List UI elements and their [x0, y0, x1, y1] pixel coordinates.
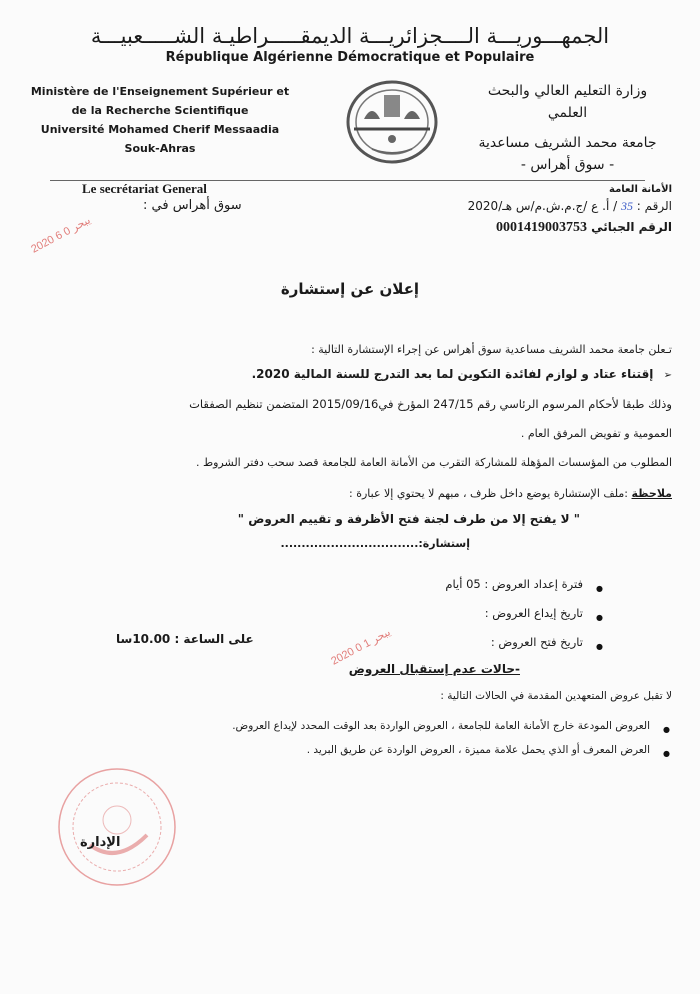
consultation-subject — [252, 367, 672, 381]
university-line: Université Mohamed Cherif Messaadia — [40, 123, 280, 136]
tax-id-number: 0001419003753 — [495, 220, 587, 235]
intro-text: تـعلن جامعة محمد الشريف مساعدية سوق أهراس عن إجراء الإستشارة التالية : — [311, 343, 672, 356]
note — [349, 487, 672, 500]
rejection-item — [232, 738, 672, 762]
offer-deposit-date — [445, 599, 605, 628]
offer-details-list — [445, 570, 605, 657]
city-line: Souk-Ahras — [124, 142, 196, 155]
republic-title-ar: الجمهـــوريـــة الــــجزائريـــة الديمقـــــراطيـة الشـــــعبيـــة — [90, 24, 610, 48]
rejection-item — [232, 714, 672, 738]
reference-code: / أ. ع /ج.م.ش.م/س هـ/2020 — [467, 199, 618, 213]
university-seal-icon — [342, 77, 442, 167]
ministry-block-ar — [450, 80, 685, 176]
signature-label: الإدارة — [80, 835, 121, 850]
ministry-line-ar: وزارة التعليم العالي والبحث — [487, 83, 648, 99]
requested-text: المطلوب من المؤسسات المؤهلة للمشاركة التقرب من الأمانة العامة للجامعة قصد سحب دفتر الشروط . — [195, 456, 672, 469]
ministry-line: Ministère de l'Enseignement Supérieur et — [30, 85, 290, 98]
tax-id — [496, 220, 672, 236]
subject-text: إقتناء عتاد و لوازم لفائدة التكوين لما بعد التدرج للسنة المالية 2020. — [251, 367, 654, 381]
envelope-quote: " لا يفتح إلا من طرف لجنة فتح الأظرفة و تقييم العروض " — [237, 512, 580, 526]
offer-prep-period — [445, 570, 605, 599]
bullet-text: فترة إعداد العروض : 05 أيام — [445, 577, 583, 591]
official-round-seal-icon — [55, 765, 180, 890]
offer-opening-date — [445, 628, 605, 657]
opening-time: على الساعة : 10.00سا — [116, 632, 254, 646]
bullet-text: تاريخ فتح العروض : — [490, 635, 583, 649]
secretariat-fr: Le secrétariat General — [82, 181, 207, 196]
ministry-line-ar: العلمي — [547, 105, 588, 121]
rejection-list — [232, 714, 672, 762]
rejection-intro: لا تقبل عروض المتعهدين المقدمة في الحالات التالية : — [440, 690, 672, 702]
arrow-bullet-icon: ➢ — [663, 370, 672, 381]
reference-number — [468, 199, 672, 214]
document-title: إعلان عن إستشارة — [280, 280, 420, 298]
republic-title-fr: République Algérienne Démocratique et Populaire — [165, 50, 535, 65]
bullet-text: العروض المودعة خارج الأمانة العامة للجامعة ، العروض الواردة بعد الوقت المحدد لإيداع العروض. — [232, 720, 650, 732]
ministry-block-fr — [30, 82, 290, 158]
date-stamp-received: 2020 يبحر 0 6 — [29, 214, 93, 256]
date-stamp-opening: 2020 يبحر 1 0 — [329, 626, 393, 668]
reference-label: الرقم : — [636, 199, 672, 213]
rejection-heading: -حالات عدم إستقبال العروض — [348, 662, 520, 676]
tax-id-label: الرقم الجبائي — [591, 220, 672, 234]
note-text: :ملف الإستشارة يوضع داخل ظرف ، مبهم لا يحتوي إلا عبارة : — [349, 487, 629, 500]
city-line-ar: - سوق أهراس - — [520, 157, 615, 173]
ministry-line: de la Recherche Scientifique — [71, 104, 249, 117]
consultation-line: إستشارة:................................. — [280, 537, 470, 550]
secretariat-ar: الأمانة العامة — [609, 184, 672, 195]
legal-reference-line2: العمومية و تفويض المرفق العام . — [520, 427, 672, 440]
bullet-text: العرض المعرف أو الذي يحمل علامة مميزة ، العروض الواردة عن طريق البريد . — [306, 744, 650, 756]
reference-handwritten: 35 — [620, 199, 633, 213]
university-line-ar: جامعة محمد الشريف مساعدية — [478, 135, 657, 151]
bullet-text: تاريخ إيداع العروض : — [484, 606, 583, 620]
note-label: ملاحظة — [631, 487, 672, 500]
legal-reference-line1: وذلك طبقا لأحكام المرسوم الرئاسي رقم 247/15 المؤرخ في2015/09/16 المتضمن تنظيم الصفقات — [189, 397, 672, 411]
place-date: سوق أهراس في : — [143, 198, 242, 213]
